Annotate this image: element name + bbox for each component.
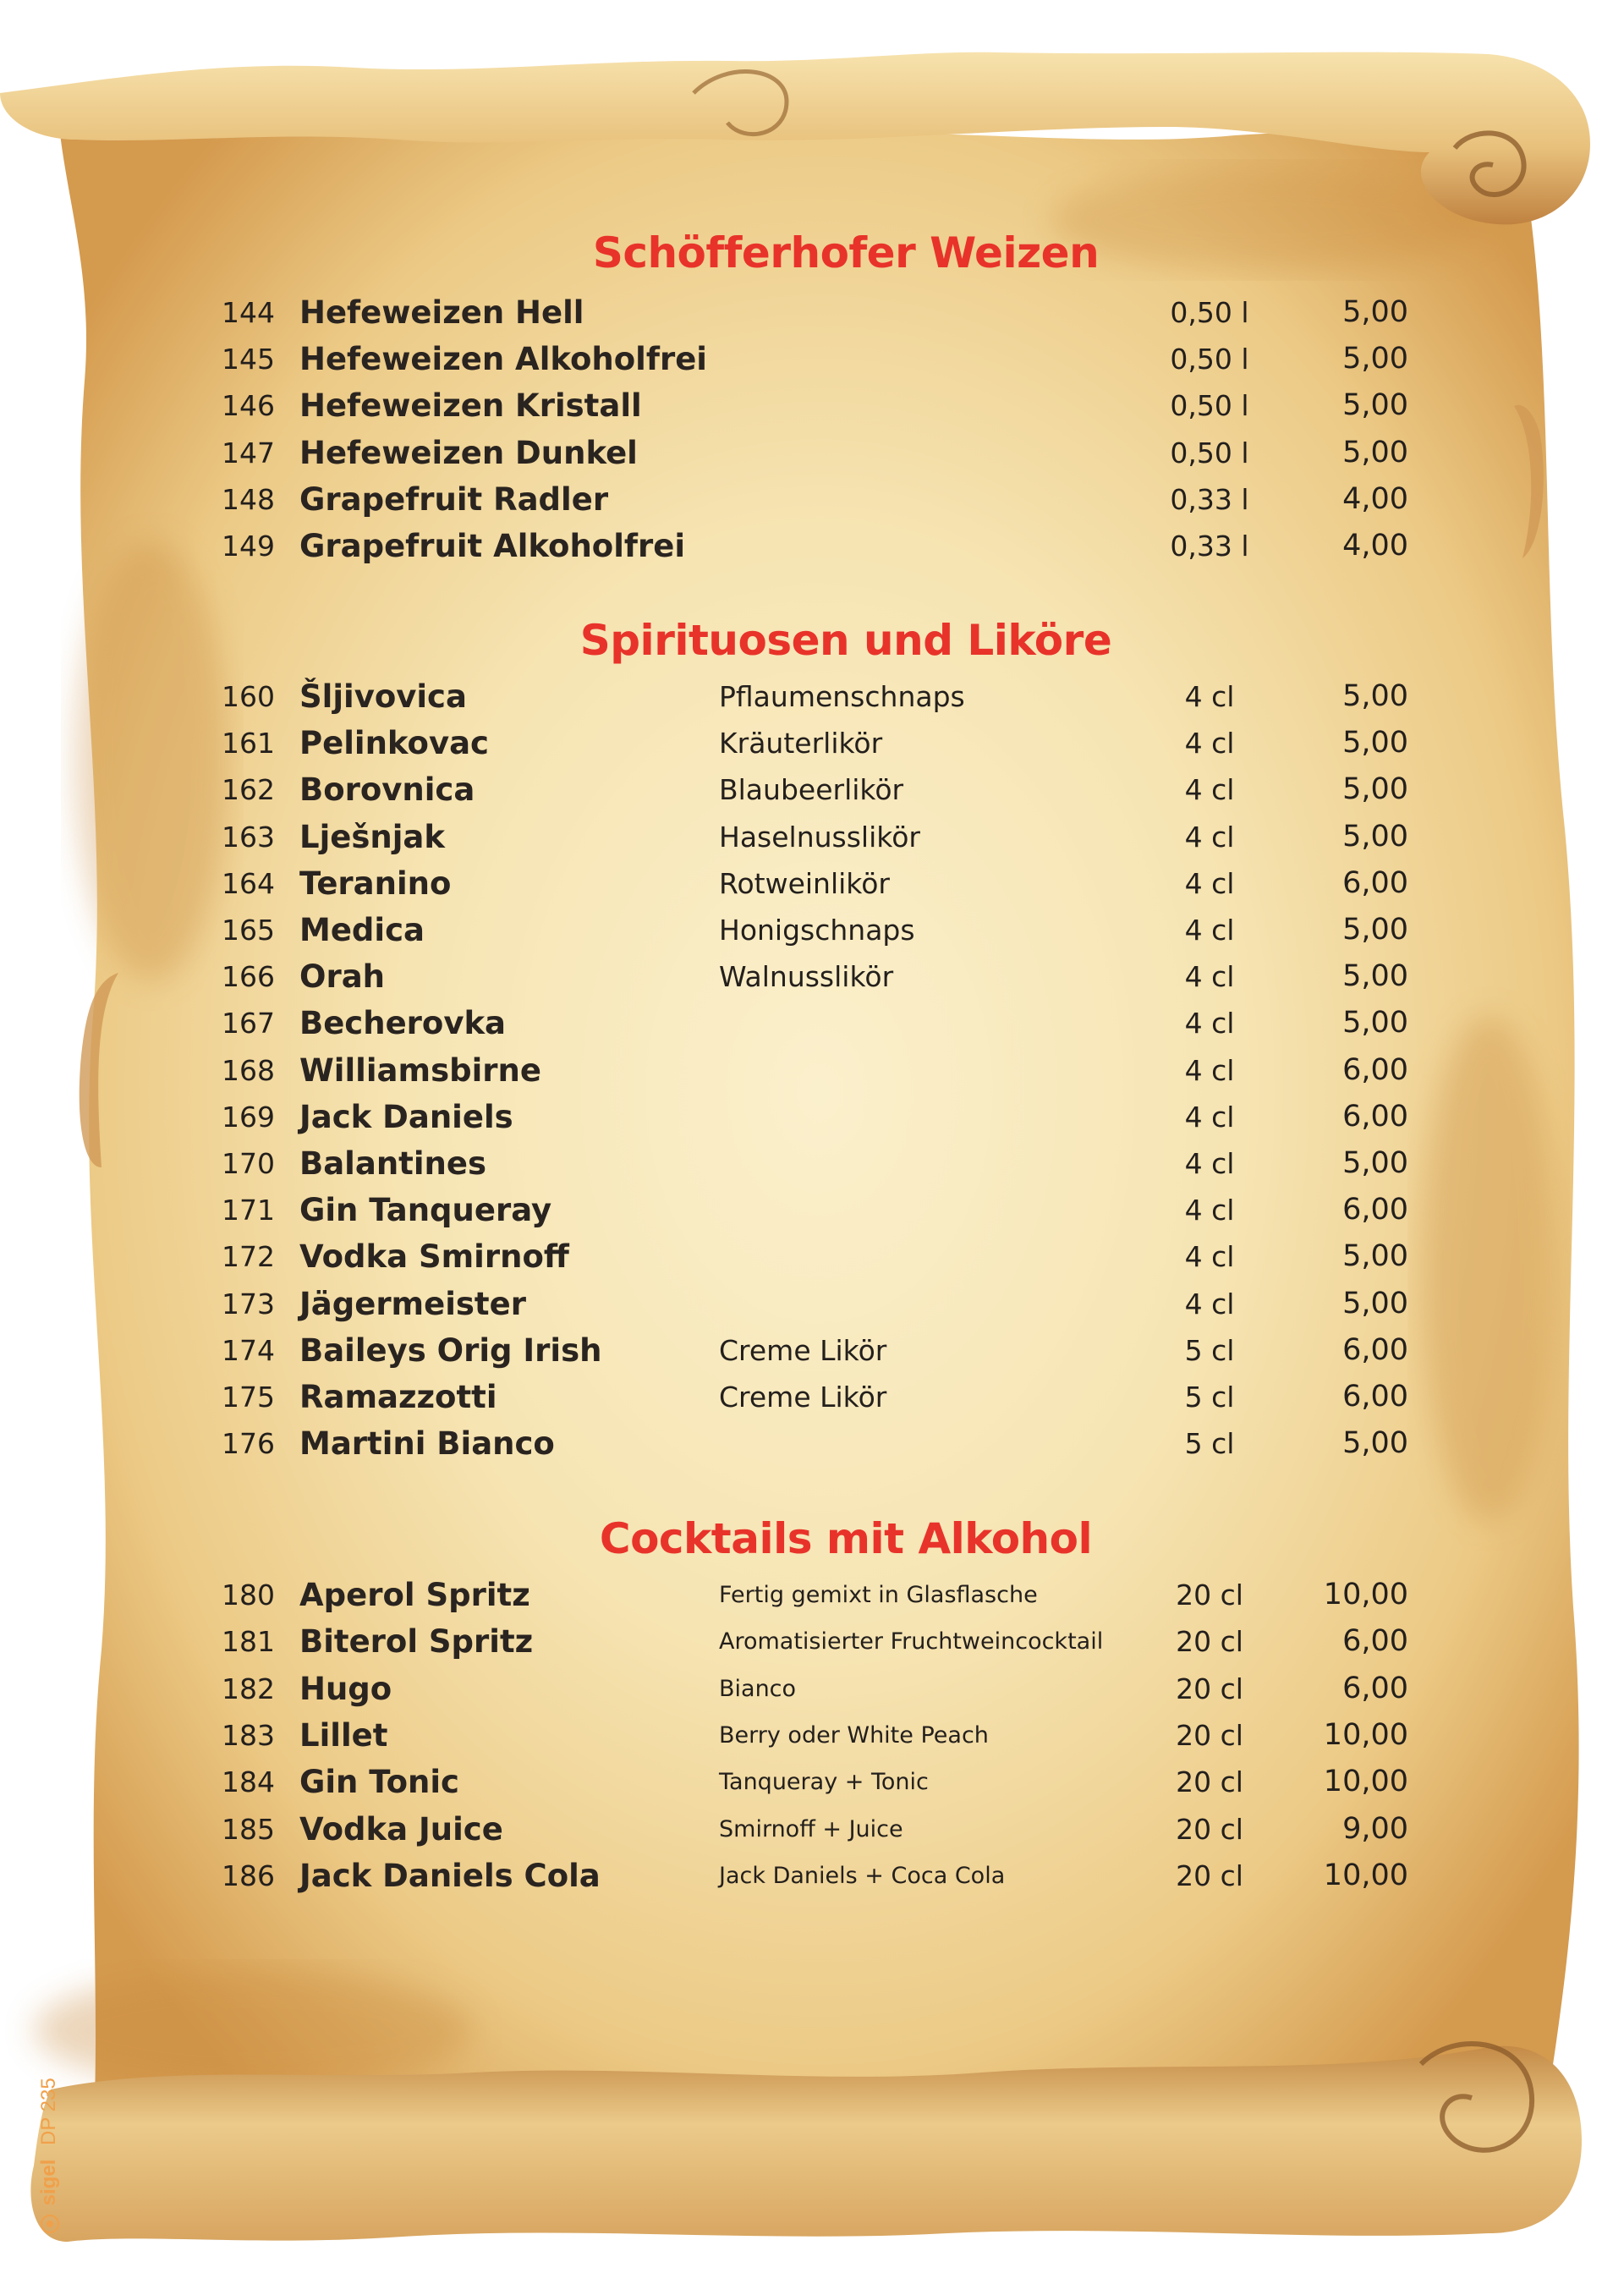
item-size: 0,50 l [1170, 343, 1249, 376]
menu-item-row [0, 1047, 1624, 1094]
item-name: Šljivovica [299, 678, 467, 715]
item-size: 4 cl [1184, 1101, 1235, 1134]
menu-item-row [0, 766, 1624, 813]
item-price: 5,00 [1342, 1239, 1408, 1273]
menu-item-row [0, 673, 1624, 720]
menu-item-row [0, 1000, 1624, 1046]
item-size: 4 cl [1184, 1147, 1235, 1180]
item-price: 6,00 [1342, 1380, 1408, 1414]
item-number: 186 [222, 1859, 275, 1892]
item-number: 146 [222, 389, 275, 422]
item-price: 6,00 [1342, 1053, 1408, 1087]
item-desc: Smirnoff + Juice [719, 1816, 903, 1842]
item-number: 147 [222, 436, 275, 469]
item-number: 171 [222, 1194, 275, 1227]
item-desc: Berry oder White Peach [719, 1722, 989, 1749]
item-name: Baileys Orig Irish [299, 1332, 602, 1369]
item-number: 166 [222, 960, 275, 993]
menu-item-row [0, 1759, 1624, 1805]
item-number: 183 [222, 1719, 275, 1752]
item-name: Medica [299, 912, 425, 948]
item-price: 6,00 [1342, 1333, 1408, 1367]
item-size: 4 cl [1184, 1007, 1235, 1040]
item-price: 5,00 [1342, 959, 1408, 993]
item-number: 170 [222, 1147, 275, 1180]
item-size: 4 cl [1184, 960, 1235, 993]
item-size: 4 cl [1184, 821, 1235, 854]
item-name: Borovnica [299, 771, 475, 808]
item-number: 168 [222, 1054, 275, 1087]
brand-name: sigel [37, 2159, 60, 2206]
item-size: 4 cl [1184, 680, 1235, 713]
menu-item-row [0, 1281, 1624, 1327]
item-name: Hugo [299, 1671, 392, 1707]
item-name: Williamsbirne [299, 1052, 541, 1089]
item-size: 20 cl [1176, 1672, 1243, 1705]
item-desc: Creme Likör [719, 1334, 887, 1367]
item-number: 160 [222, 680, 275, 713]
item-price: 5,00 [1342, 772, 1408, 806]
item-desc: Jack Daniels + Coca Cola [719, 1863, 1006, 1889]
item-number: 164 [222, 867, 275, 900]
item-price: 4,00 [1342, 482, 1408, 516]
item-number: 174 [222, 1334, 275, 1367]
menu-item-row [0, 1140, 1624, 1187]
menu-item-row [0, 1420, 1624, 1467]
item-name: Aperol Spritz [299, 1577, 530, 1613]
item-name: Vodka Juice [299, 1811, 503, 1848]
item-number: 185 [222, 1813, 275, 1846]
item-desc: Haselnusslikör [719, 821, 920, 854]
item-number: 148 [222, 483, 275, 516]
item-price: 5,00 [1342, 295, 1408, 329]
item-name: Orah [299, 958, 386, 995]
item-number: 144 [222, 296, 275, 329]
item-price: 5,00 [1342, 1287, 1408, 1320]
item-number: 162 [222, 773, 275, 806]
brand-code: DP 235 [37, 2078, 60, 2145]
item-size: 0,33 l [1170, 483, 1249, 516]
item-number: 145 [222, 343, 275, 376]
item-price: 6,00 [1342, 866, 1408, 900]
item-name: Biterol Spritz [299, 1623, 534, 1660]
menu-item-row [0, 1187, 1624, 1233]
item-desc: Walnusslikör [719, 960, 894, 993]
item-price: 10,00 [1323, 1765, 1408, 1798]
item-price: 5,00 [1342, 1146, 1408, 1180]
item-desc: Pflaumenschnaps [719, 680, 965, 713]
item-number: 161 [222, 727, 275, 760]
menu-item-row [0, 476, 1624, 523]
item-size: 4 cl [1184, 1054, 1235, 1087]
item-number: 165 [222, 914, 275, 947]
item-number: 184 [222, 1765, 275, 1798]
item-size: 5 cl [1184, 1334, 1235, 1367]
item-size: 20 cl [1176, 1859, 1243, 1892]
item-price: 10,00 [1323, 1718, 1408, 1752]
menu-item-row [0, 720, 1624, 766]
item-size: 20 cl [1176, 1765, 1243, 1798]
item-price: 5,00 [1342, 1006, 1408, 1040]
item-price: 5,00 [1342, 913, 1408, 947]
item-price: 6,00 [1342, 1193, 1408, 1227]
item-name: Grapefruit Alkoholfrei [299, 528, 686, 564]
item-price: 5,00 [1342, 388, 1408, 422]
item-name: Pelinkovac [299, 725, 489, 761]
item-desc: Bianco [719, 1676, 797, 1702]
item-number: 182 [222, 1672, 275, 1705]
item-size: 4 cl [1184, 1240, 1235, 1273]
item-desc: Honigschnaps [719, 914, 915, 947]
item-price: 5,00 [1342, 726, 1408, 760]
item-name: Lillet [299, 1717, 388, 1754]
menu-item-row [0, 860, 1624, 907]
menu-item-row [0, 953, 1624, 1000]
menu-item-row [0, 430, 1624, 476]
item-number: 180 [222, 1578, 275, 1611]
item-name: Hefeweizen Dunkel [299, 435, 638, 471]
item-name: Ramazzotti [299, 1379, 497, 1415]
menu-item-row [0, 1572, 1624, 1618]
item-desc: Aromatisierter Fruchtweincocktail [719, 1628, 1104, 1655]
item-price: 10,00 [1323, 1859, 1408, 1892]
item-number: 176 [222, 1427, 275, 1460]
menu-item-row [0, 1806, 1624, 1853]
item-name: Hefeweizen Alkoholfrei [299, 341, 707, 377]
item-size: 20 cl [1176, 1719, 1243, 1752]
menu-item-row [0, 523, 1624, 569]
item-size: 4 cl [1184, 1194, 1235, 1227]
item-size: 0,50 l [1170, 389, 1249, 422]
item-price: 5,00 [1342, 679, 1408, 713]
item-name: Jack Daniels [299, 1099, 513, 1135]
item-desc: Fertig gemixt in Glasflasche [719, 1582, 1038, 1608]
item-name: Jack Daniels Cola [299, 1858, 601, 1894]
menu-item-row [0, 1666, 1624, 1712]
item-price: 6,00 [1342, 1624, 1408, 1658]
item-size: 0,50 l [1170, 436, 1249, 469]
item-name: Gin Tanqueray [299, 1192, 552, 1228]
item-size: 4 cl [1184, 727, 1235, 760]
item-size: 20 cl [1176, 1625, 1243, 1658]
item-name: Jägermeister [299, 1286, 526, 1322]
item-price: 5,00 [1342, 1426, 1408, 1460]
item-price: 9,00 [1342, 1812, 1408, 1846]
item-name: Martini Bianco [299, 1425, 555, 1462]
menu-item-row [0, 1094, 1624, 1140]
item-number: 172 [222, 1240, 275, 1273]
item-desc: Creme Likör [719, 1381, 887, 1414]
item-name: Teranino [299, 865, 452, 902]
item-name: Hefeweizen Kristall [299, 387, 642, 424]
item-size: 0,50 l [1170, 296, 1249, 329]
item-name: Gin Tonic [299, 1764, 459, 1800]
item-price: 5,00 [1342, 436, 1408, 469]
item-name: Grapefruit Radler [299, 481, 609, 518]
section-title: Cocktails mit Alkohol [599, 1514, 1093, 1563]
menu-item-row [0, 1374, 1624, 1420]
item-size: 5 cl [1184, 1427, 1235, 1460]
item-name: Vodka Smirnoff [299, 1238, 569, 1275]
item-size: 4 cl [1184, 1288, 1235, 1320]
item-size: 5 cl [1184, 1381, 1235, 1414]
item-price: 6,00 [1342, 1672, 1408, 1705]
item-desc: Kräuterlikör [719, 727, 883, 760]
item-size: 4 cl [1184, 773, 1235, 806]
item-number: 173 [222, 1288, 275, 1320]
item-size: 4 cl [1184, 867, 1235, 900]
item-number: 175 [222, 1381, 275, 1414]
menu-item-row [0, 907, 1624, 953]
item-desc: Rotweinlikör [719, 867, 890, 900]
item-number: 163 [222, 821, 275, 854]
item-size: 0,33 l [1170, 530, 1249, 563]
menu-item-row [0, 336, 1624, 382]
menu-item-row [0, 1618, 1624, 1665]
item-name: Lješnjak [299, 819, 445, 855]
item-price: 4,00 [1342, 529, 1408, 563]
menu-item-row [0, 1233, 1624, 1280]
section-title: Spirituosen und Liköre [579, 616, 1112, 665]
menu-item-row [0, 382, 1624, 429]
menu-item-row [0, 1712, 1624, 1759]
item-number: 167 [222, 1007, 275, 1040]
sigel-logo-icon [41, 2215, 59, 2233]
item-name: Hefeweizen Hell [299, 294, 584, 331]
menu-item-row [0, 1327, 1624, 1374]
item-size: 20 cl [1176, 1813, 1243, 1846]
item-name: Becherovka [299, 1005, 507, 1041]
item-number: 149 [222, 530, 275, 563]
menu-item-row [0, 1853, 1624, 1899]
item-desc: Blaubeerlikör [719, 773, 904, 806]
item-price: 10,00 [1323, 1578, 1408, 1611]
item-price: 5,00 [1342, 342, 1408, 376]
item-number: 181 [222, 1625, 275, 1658]
item-size: 4 cl [1184, 914, 1235, 947]
item-price: 5,00 [1342, 820, 1408, 854]
section-title: Schöfferhofer Weizen [592, 228, 1100, 277]
item-name: Balantines [299, 1145, 486, 1182]
item-number: 169 [222, 1101, 275, 1134]
item-desc: Tanqueray + Tonic [719, 1769, 929, 1795]
menu-item-row [0, 289, 1624, 336]
brand-mark [32, 2078, 69, 2233]
item-size: 20 cl [1176, 1578, 1243, 1611]
menu-item-row [0, 814, 1624, 860]
item-price: 6,00 [1342, 1100, 1408, 1134]
